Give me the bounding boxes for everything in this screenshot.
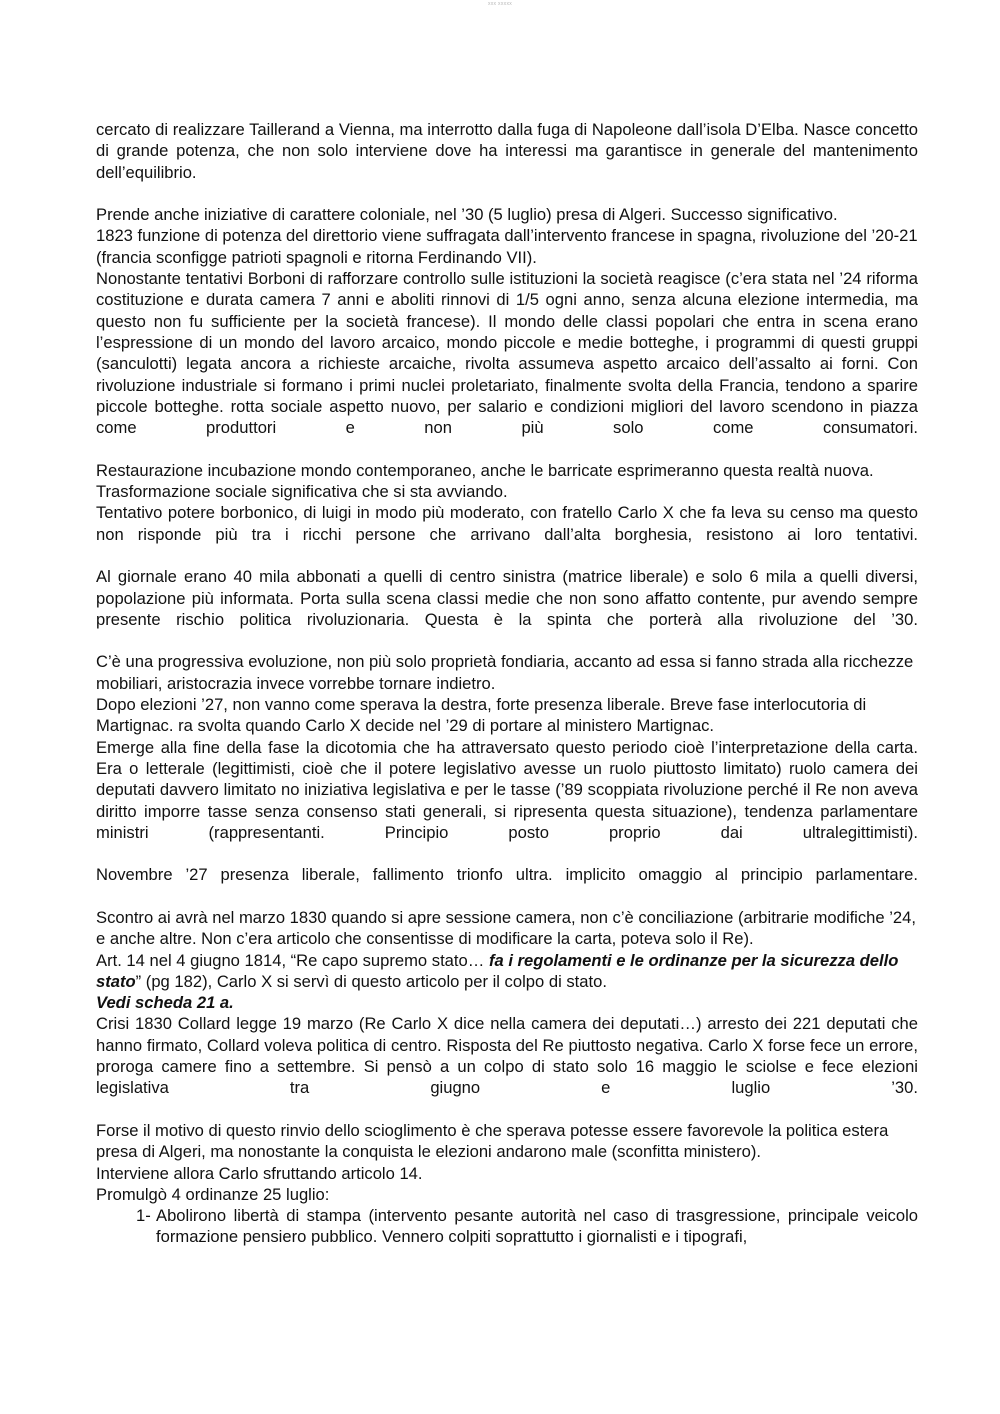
list-item-text: Abolirono libertà di stampa (intervento pesante autorità nel caso di trasgressione, principale veicolo formazione pensiero pubblico. Vennero colpiti soprattutto i giornalisti e i tipografi, (156, 1206, 918, 1247)
paragraph: Nonostante tentativi Borboni di rafforzare controllo sulle istituzioni la società reagisce (c’era stata nel ’24 riforma costituzione e durata camera 7 anni e aboliti rinnovi di 1/5 ogni anno, senza alcuna elezione intermedia, ma questo non fu sufficiente per la società francese). Il mondo delle classi popolari che entra in scena erano l’espressione di un mondo del lavoro arcaico, mondo piccole e medie botteghe, i programmi di questi gruppi (sanculotti) legata ancora a richieste arcaiche, rivolta assumeva aspetto arcaico dell’assalto ai forni. Con rivoluzione industriale si formano i primi nuclei proletariato, finalmente svolta della Francia, tendono a sparire piccole botteghe. rotta sociale aspetto nuovo, per salario e condizioni migliori del lavoro scendono in piazza come produttori e non più solo come consumatori. (96, 269, 918, 438)
text-span: Art. 14 nel 4 giugno 1814, “Re capo supremo stato… (96, 950, 489, 970)
paragraph-art-14 (96, 950, 918, 993)
paragraph: Emerge alla fine della fase la dicotomia che ha attraversato questo periodo cioè l’interpretazione della carta. Era o letterale (legittimisti, cioè che il potere legislativo avesse un ruolo piuttosto limitato) ruolo camera dei deputati davvero limitato no iniziativa legislativa e per le tasse (’89 scoppiata rivoluzione perché il Re non aveva diritto imporre tasse senza consenso stati generali, si ripresenta questa situazione), tendenza parlamentare ministri (rappresentanti. Principio posto proprio dai ultralegittimisti). (96, 737, 918, 842)
paragraph: 1823 funzione di potenza del direttorio viene suffragata dall’intervento francese in spagna, rivoluzione del ’20-21 (francia sconfigge patrioti spagnoli e ritorna Ferdinando VII). (96, 226, 918, 267)
text-span: ” (pg 182), Carlo X si servì di questo articolo per il colpo di stato. (135, 971, 607, 991)
paragraph: Trasformazione sociale significativa che si sta avviando. (96, 482, 508, 502)
paragraph: Dopo elezioni ’27, non vanno come sperava la destra, forte presenza liberale. Breve fase interlocutoria di Martignac. ra svolta quando Carlo X decide nel ’29 di portare al ministero Martignac. (96, 695, 867, 736)
paragraph: Promulgò 4 ordinanze 25 luglio: (96, 1184, 330, 1204)
paragraph: Forse il motivo di questo rinvio dello scioglimento è che sperava potesse essere favorevole la politica estera presa di Algeri, ma nonostante la conquista le elezioni andarono male (sconfitta ministero). (96, 1120, 889, 1162)
emphasis-quote: fa i regolamenti e le ordinanze per la sicurezza dello stato (96, 950, 899, 991)
paragraph: Crisi 1830 Collard legge 19 marzo (Re Carlo X dice nella camera dei deputati…) arresto dei 221 deputati che hanno firmato, Collard voleva politica di centro. Risposta del Re piuttosto negativa. Carlo X forse fece un errore, proroga camere fino a settembre. Si pensò a un colpo di stato solo 16 maggio le sciolse e fece elezioni legislativa tra giugno e luglio ’30. (96, 1014, 918, 1098)
list-item (136, 1205, 918, 1248)
paragraph: Tentativo potere borbonico, di luigi in modo più moderato, con fratello Carlo X che fa leva su censo ma questo non risponde più tra i ricchi persone che arrivano dall’alta borghesia, resistono ai loro tentativi. (96, 503, 918, 544)
header-watermark: xxx xxxxx (487, 1, 513, 7)
paragraph: Restaurazione incubazione mondo contemporaneo, anche le barricate esprimeranno questa realtà nuova. (96, 460, 874, 480)
scheda-reference: Vedi scheda 21 a. (96, 993, 234, 1013)
paragraph: C’è una progressiva evoluzione, non più solo proprietà fondiaria, accanto ad essa si fanno strada alla ricchezze mobiliari, aristocrazia invece vorrebbe tornare indietro. (96, 652, 914, 693)
paragraph: Al giornale erano 40 mila abbonati a quelli di centro sinistra (matrice liberale) e solo 6 mila a quelli diversi, popolazione più informata. Porta sulla scena classi medie che non sono affatto contente, pur avendo sempre presente rischio politica rivoluzionaria. Questa è la spinta che porterà alla rivoluzione del ’30. (96, 567, 918, 629)
paragraph: Interviene allora Carlo sfruttando articolo 14. (96, 1163, 423, 1183)
paragraph: Prende anche iniziative di carattere coloniale, nel ’30 (5 luglio) presa di Algeri. Successo significativo. (96, 205, 838, 225)
list-item-number: 1- (136, 1206, 151, 1226)
document-body (96, 119, 918, 1248)
paragraph: cercato di realizzare Taillerand a Vienna, ma interrotto dalla fuga di Napoleone dall’isola D’Elba. Nasce concetto di grande potenza, che non solo interviene dove ha interessi ma garantisce in generale del mantenimento dell’equilibrio. (96, 120, 918, 182)
paragraph: Novembre ’27 presenza liberale, fallimento trionfo ultra. implicito omaggio al principio parlamentare. (96, 865, 918, 885)
paragraph: Scontro ai avrà nel marzo 1830 quando si apre sessione camera, non c’è conciliazione (arbitrarie modifiche ’24, e anche altre. Non c’era articolo che consentisse di modificare la carta, poteva solo il Re). (96, 907, 916, 949)
ordinanze-list (96, 1205, 918, 1248)
